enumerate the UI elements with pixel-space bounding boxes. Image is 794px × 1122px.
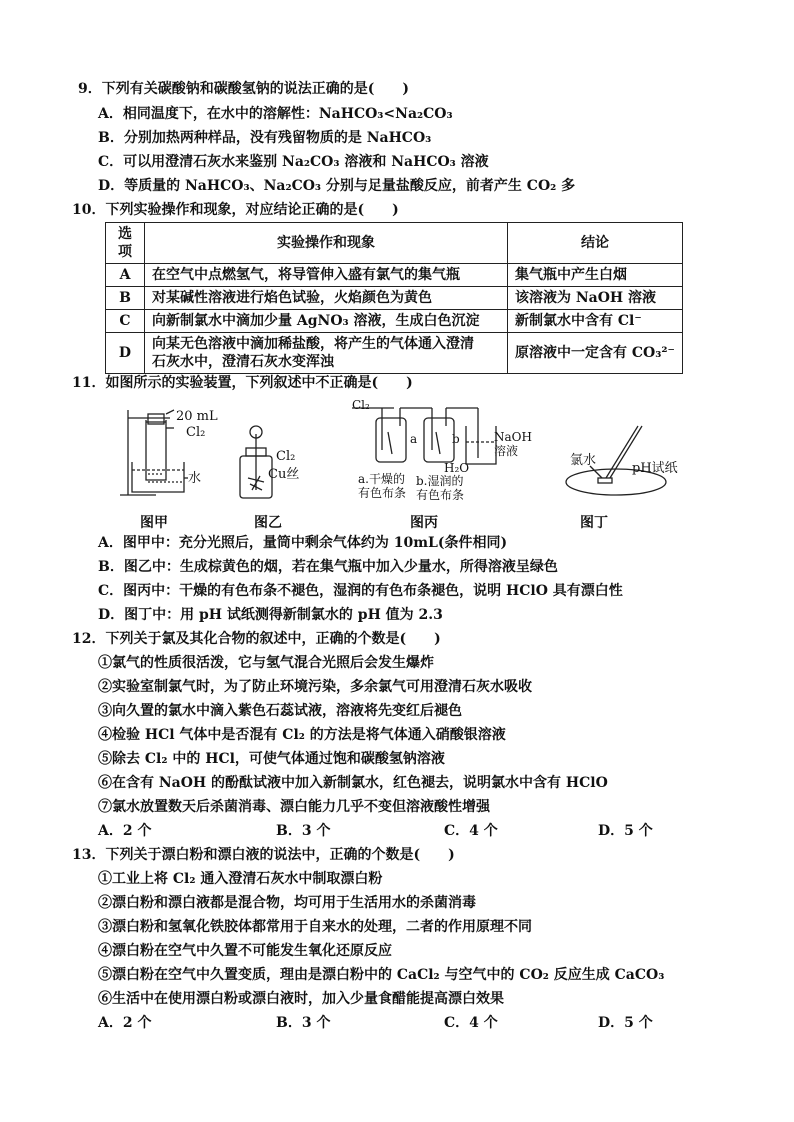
q13-statement-2: ②漂白粉和漂白液都是混合物，均可用于生活用水的杀菌消毒 [98,895,476,911]
q12-option-a: A．2 个 [98,823,152,839]
q10-stem: 10．下列实验操作和现象，对应结论正确的是( ) [72,202,399,218]
table-header: 实验操作和现象 [145,223,508,264]
q12-option-c: C．4 个 [444,823,498,839]
figure-ding-label-chlorine-water: 氯水 [570,453,597,468]
figure-yi-label-cu: Cu丝 [268,467,300,482]
figure-yi-label-cl2: Cl₂ [276,449,296,464]
table-cell: 该溶液为 NaOH 溶液 [508,287,683,310]
q13-statement-5: ⑤漂白粉在空气中久置变质，理由是漂白粉中的 CaCl₂ 与空气中的 CO₂ 反应生成 CaCO₃ [98,967,665,983]
figure-jia-label-volume: 20 mL [176,409,218,424]
q13-stem: 13．下列关于漂白粉和漂白液的说法中，正确的个数是( ) [72,847,455,863]
table-cell: 集气瓶中产生白烟 [508,264,683,287]
figure-bing-label-h2o: H₂O [444,461,470,475]
figure-bing-label-wet-1: b.湿润的 [416,474,464,488]
q12-statement-6: ⑥在含有 NaOH 的酚酞试液中加入新制氯水，红色褪去，说明氯水中含有 HClO [98,775,608,791]
figure-ding-label-ph-paper: pH试纸 [632,461,678,476]
q13-statement-1: ①工业上将 Cl₂ 通入澄清石灰水中制取漂白粉 [98,871,383,887]
q13-option-c: C．4 个 [444,1015,498,1031]
q12-statement-7: ⑦氯水放置数天后杀菌消毒、漂白能力几乎不变但溶液酸性增强 [98,799,490,815]
figure-bing-label-cl2: Cl₂ [352,398,370,412]
figure-ding-caption: 图丁 [580,515,608,531]
table-cell: D [106,333,145,374]
q12-option-b: B．3 个 [276,823,331,839]
q9-option-c: C．可以用澄清石灰水来鉴别 Na₂CO₃ 溶液和 NaHCO₃ 溶液 [98,154,489,170]
figure-jia-label-water: 水 [188,471,202,486]
table-cell [145,333,508,374]
figure-yi-caption: 图乙 [254,515,282,531]
q13-statement-6: ⑥生活中在使用漂白粉或漂白液时，加入少量食醋能提高漂白效果 [98,991,504,1007]
table-row [106,264,683,287]
q12-statement-2: ②实验室制氯气时，为了防止环境污染，多余氯气可用澄清石灰水吸收 [98,679,532,695]
q13-statement-4: ④漂白粉在空气中久置不可能发生氧化还原反应 [98,943,392,959]
figure-bing-label-naoh: NaOH [494,430,532,444]
q12-option-d: D．5 个 [598,823,653,839]
figure-bing-label-dry-1: a.干燥的 [358,472,405,486]
q9-option-b: B．分别加热两种样品，没有残留物质的是 NaHCO₃ [98,130,432,146]
q11-option-b: B．图乙中：生成棕黄色的烟，若在集气瓶中加入少量水，所得溶液呈绿色 [98,559,558,575]
q11-option-a: A．图甲中：充分光照后，量筒中剩余气体约为 10mL(条件相同) [98,535,508,551]
q12-stem: 12．下列关于氯及其化合物的叙述中，正确的个数是( ) [72,631,441,647]
q11-stem: 11．如图所示的实验装置，下列叙述中不正确是( ) [72,375,413,391]
table-cell: C [106,310,145,333]
q9-option-d: D．等质量的 NaHCO₃、Na₂CO₃ 分别与足量盐酸反应，前者产生 CO₂ 多 [98,178,576,194]
figure-bing-caption: 图丙 [410,515,438,531]
q13-statement-3: ③漂白粉和氢氧化铁胶体都常用于自来水的处理，二者的作用原理不同 [98,919,532,935]
q12-statement-1: ①氯气的性质很活泼，它与氢气混合光照后会发生爆炸 [98,655,434,671]
table-row [106,310,683,333]
table-row [106,333,683,374]
figure-jia-label-cl2: Cl₂ [186,425,206,440]
table-row [106,287,683,310]
q10-table [105,222,683,374]
table-cell-line: 石灰水中，澄清石灰水变浑浊 [152,354,334,370]
q13-option-a: A．2 个 [98,1015,152,1031]
table-header: 选项 [106,223,145,264]
q13-option-b: B．3 个 [276,1015,331,1031]
q11-option-d: D．图丁中：用 pH 试纸测得新制氯水的 pH 值为 2.3 [98,607,443,623]
table-cell: 原溶液中一定含有 CO₃²⁻ [508,333,683,374]
figure-jia-caption: 图甲 [140,515,168,531]
table-cell: 向新制氯水中滴加少量 AgNO₃ 溶液，生成白色沉淀 [145,310,508,333]
q12-statement-3: ③向久置的氯水中滴入紫色石蕊试液，溶液将先变红后褪色 [98,703,462,719]
figure-bing-label-b: b [452,432,460,446]
q12-statement-5: ⑤除去 Cl₂ 中的 HCl，可使气体通过饱和碳酸氢钠溶液 [98,751,445,767]
q9-stem: 9．下列有关碳酸钠和碳酸氢钠的说法正确的是( ) [78,81,409,97]
table-header: 结论 [508,223,683,264]
table-cell: 在空气中点燃氢气，将导管伸入盛有氯气的集气瓶 [145,264,508,287]
table-cell: 对某碱性溶液进行焰色试验，火焰颜色为黄色 [145,287,508,310]
q13-option-d: D．5 个 [598,1015,653,1031]
table-cell: A [106,264,145,287]
figure-bing-label-solution: 溶液 [494,444,519,458]
q11-option-c: C．图丙中：干燥的有色布条不褪色，湿润的有色布条褪色，说明 HClO 具有漂白性 [98,583,623,599]
table-cell-line: 向某无色溶液中滴加稀盐酸，将产生的气体通入澄清 [152,336,474,352]
table-cell: 新制氯水中含有 Cl⁻ [508,310,683,333]
q12-statement-4: ④检验 HCl 气体中是否混有 Cl₂ 的方法是将气体通入硝酸银溶液 [98,727,506,743]
table-cell: B [106,287,145,310]
figure-bing-label-wet-2: 有色布条 [416,488,465,502]
figure-bing-label-a: a [410,432,418,446]
figure-bing-label-dry-2: 有色布条 [358,486,407,500]
q9-option-a: A．相同温度下，在水中的溶解性：NaHCO₃<Na₂CO₃ [98,106,453,122]
